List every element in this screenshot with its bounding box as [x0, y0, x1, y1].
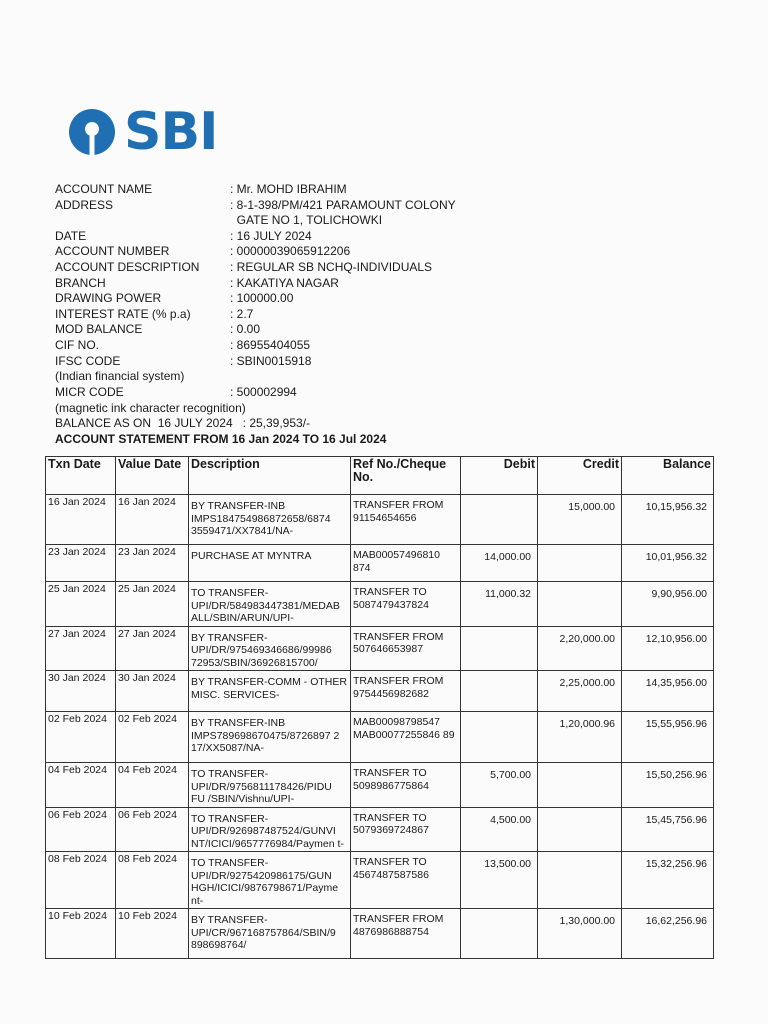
debit-cell: 11,000.32 [461, 582, 538, 627]
info-label: MOD BALANCE [55, 322, 143, 337]
statement-heading: ACCOUNT STATEMENT FROM 16 Jan 2024 TO 16 Jul 2024 [55, 432, 387, 446]
micr-row [55, 385, 297, 399]
sbi-keyhole-icon [64, 106, 120, 158]
balance-cell: 16,62,256.96 [622, 909, 714, 959]
table-row [46, 626, 714, 671]
balance-cell: 10,15,956.32 [622, 495, 714, 545]
description-cell: BY TRANSFER-INB IMPS789698670475/8726897 2 17/XX5087/NA- [189, 712, 351, 763]
description-cell: PURCHASE AT MYNTRA [189, 545, 351, 582]
description-cell: TO TRANSFER-UPI/DR/9275420986175/GUN HGH/ICICI/9876798671/Payme nt- [189, 852, 351, 909]
info-row [55, 338, 456, 354]
credit-cell: 2,25,000.00 [538, 671, 622, 712]
info-value: GATE NO 1, TOLICHOWKI [230, 213, 383, 228]
txn-date-cell: 30 Jan 2024 [46, 671, 116, 712]
credit-cell [538, 582, 622, 627]
balance-cell: 15,55,956.96 [622, 712, 714, 763]
description-cell: TO TRANSFER-UPI/DR/926987487524/GUNVI NT/ICICI/9657776984/Paymen t- [189, 807, 351, 852]
info-value: : 00000039065912206 [230, 244, 351, 259]
info-label: ACCOUNT DESCRIPTION [55, 259, 200, 274]
ref-cell: TRANSFER TO 5079369724867 [351, 807, 461, 852]
value-date-cell: 02 Feb 2024 [116, 712, 189, 763]
ref-cell: TRANSFER FROM 4876986888754 [351, 909, 461, 959]
balance-cell: 15,32,256.96 [622, 852, 714, 909]
info-value: : 2.7 [230, 306, 254, 321]
info-label: DRAWING POWER [55, 291, 162, 306]
balance-cell: 10,01,956.32 [622, 545, 714, 582]
debit-cell [461, 495, 538, 545]
ref-cell: MAB00057496810 874 [351, 545, 461, 582]
table-row [46, 852, 714, 909]
debit-cell: 14,000.00 [461, 545, 538, 582]
ref-cell: TRANSFER FROM 9754456982682 [351, 671, 461, 712]
info-label: ADDRESS [55, 197, 114, 212]
ifsc-note: (Indian financial system) [55, 369, 185, 383]
info-label: ACCOUNT NUMBER [55, 244, 170, 259]
debit-cell [461, 909, 538, 959]
value-date-header: Value Date [116, 457, 189, 495]
info-row [55, 198, 456, 214]
info-label: ACCOUNT NAME [55, 182, 153, 196]
value-date-cell: 30 Jan 2024 [116, 671, 189, 712]
txn-date-cell: 06 Feb 2024 [46, 807, 116, 852]
value-date-cell: 23 Jan 2024 [116, 545, 189, 582]
info-value: : 16 JULY 2024 [230, 228, 312, 243]
txn-date-header: Txn Date [46, 457, 116, 495]
debit-cell [461, 671, 538, 712]
ref-cell: MAB00098798547 MAB00077255846 89 [351, 712, 461, 763]
description-cell: BY TRANSFER-INB IMPS184754986872658/6874 3559471/XX7841/NA- [189, 495, 351, 545]
credit-cell: 2,20,000.00 [538, 626, 622, 671]
balance-header: Balance [622, 457, 714, 495]
account-info [55, 182, 456, 369]
ref-cell: TRANSFER TO 4567487587586 [351, 852, 461, 909]
balance-cell: 15,50,256.96 [622, 763, 714, 808]
info-value: : REGULAR SB NCHQ-INDIVIDUALS [230, 259, 433, 274]
info-label [55, 213, 230, 229]
info-label: DATE [55, 228, 87, 243]
balance-cell: 12,10,956.00 [622, 626, 714, 671]
txn-date-cell: 23 Jan 2024 [46, 545, 116, 582]
txn-date-cell: 25 Jan 2024 [46, 582, 116, 627]
txn-date-cell: 27 Jan 2024 [46, 626, 116, 671]
sbi-logo [64, 102, 218, 162]
info-row [55, 260, 456, 276]
info-row [55, 354, 456, 370]
info-label: INTEREST RATE (% p.a) [55, 306, 191, 321]
info-label: IFSC CODE [55, 353, 121, 368]
info-label: BRANCH [55, 275, 106, 290]
ref-cell: TRANSFER TO 5087479437824 [351, 582, 461, 627]
info-value: : Mr. MOHD IBRAHIM [230, 182, 347, 196]
table-body [46, 495, 714, 959]
debit-cell [461, 712, 538, 763]
table-row [46, 712, 714, 763]
info-value: : 8-1-398/PM/421 PARAMOUNT COLONY [230, 197, 456, 212]
debit-cell [461, 626, 538, 671]
info-row [55, 322, 456, 338]
description-header: Description [189, 457, 351, 495]
info-value: : 0.00 [230, 322, 261, 337]
table-row [46, 763, 714, 808]
info-row [55, 213, 456, 229]
credit-cell [538, 852, 622, 909]
debit-cell: 13,500.00 [461, 852, 538, 909]
info-value: : KAKATIYA NAGAR [230, 275, 339, 290]
credit-cell: 1,30,000.00 [538, 909, 622, 959]
value-date-cell: 16 Jan 2024 [116, 495, 189, 545]
txn-date-cell: 10 Feb 2024 [46, 909, 116, 959]
info-row [55, 244, 456, 260]
ref-cell: TRANSFER TO 5098986775864 [351, 763, 461, 808]
table-row [46, 909, 714, 959]
value-date-cell: 06 Feb 2024 [116, 807, 189, 852]
info-value: : 86955404055 [230, 337, 311, 352]
ref-header: Ref No./Cheque No. [351, 457, 461, 495]
info-row [55, 291, 456, 307]
txn-date-cell: 08 Feb 2024 [46, 852, 116, 909]
micr-note: (magnetic ink character recognition) [55, 401, 246, 415]
description-cell: BY TRANSFER-UPI/CR/967168757864/SBIN/9 898698764/ [189, 909, 351, 959]
table-row [46, 807, 714, 852]
description-cell: BY TRANSFER-UPI/DR/975469346686/99986 72953/SBIN/36926815700/ [189, 626, 351, 671]
credit-cell [538, 807, 622, 852]
credit-cell: 1,20,000.96 [538, 712, 622, 763]
description-cell: BY TRANSFER-COMM - OTHER MISC. SERVICES- [189, 671, 351, 712]
balance-cell: 14,35,956.00 [622, 671, 714, 712]
description-cell: TO TRANSFER-UPI/DR/584983447381/MEDAB ALL/SBIN/ARUN/UPI- [189, 582, 351, 627]
txn-date-cell: 02 Feb 2024 [46, 712, 116, 763]
txn-date-cell: 16 Jan 2024 [46, 495, 116, 545]
txn-date-cell: 04 Feb 2024 [46, 763, 116, 808]
value-date-cell: 08 Feb 2024 [116, 852, 189, 909]
statement-table [45, 456, 714, 959]
info-value: : SBIN0015918 [230, 353, 312, 368]
table-row [46, 495, 714, 545]
credit-cell: 15,000.00 [538, 495, 622, 545]
info-row [55, 276, 456, 292]
value-date-cell: 04 Feb 2024 [116, 763, 189, 808]
debit-header: Debit [461, 457, 538, 495]
value-date-cell: 27 Jan 2024 [116, 626, 189, 671]
info-label: CIF NO. [55, 337, 99, 352]
table-row [46, 671, 714, 712]
micr-value: : 500002994 [230, 385, 297, 399]
debit-cell: 5,700.00 [461, 763, 538, 808]
info-row [55, 307, 456, 323]
debit-cell: 4,500.00 [461, 807, 538, 852]
table-row [46, 545, 714, 582]
credit-header: Credit [538, 457, 622, 495]
logo-wordmark: SBI [124, 102, 218, 162]
micr-label: MICR CODE [55, 385, 124, 399]
balance-cell: 15,45,756.96 [622, 807, 714, 852]
credit-cell [538, 763, 622, 808]
info-row [55, 182, 456, 198]
ref-cell: TRANSFER FROM 507646653987 [351, 626, 461, 671]
value-date-cell: 25 Jan 2024 [116, 582, 189, 627]
balance-line: BALANCE AS ON 16 JULY 2024 : 25,39,953/- [55, 416, 311, 430]
table-row [46, 582, 714, 627]
description-cell: TO TRANSFER-UPI/DR/9756811178426/PIDU FU /SBIN/Vishnu/UPI- [189, 763, 351, 808]
info-value: : 100000.00 [230, 291, 294, 306]
ref-cell: TRANSFER FROM 91154654656 [351, 495, 461, 545]
credit-cell [538, 545, 622, 582]
balance-cell: 9,90,956.00 [622, 582, 714, 627]
table-header-row [46, 457, 714, 495]
table-header [46, 457, 714, 495]
value-date-cell: 10 Feb 2024 [116, 909, 189, 959]
info-row [55, 229, 456, 245]
